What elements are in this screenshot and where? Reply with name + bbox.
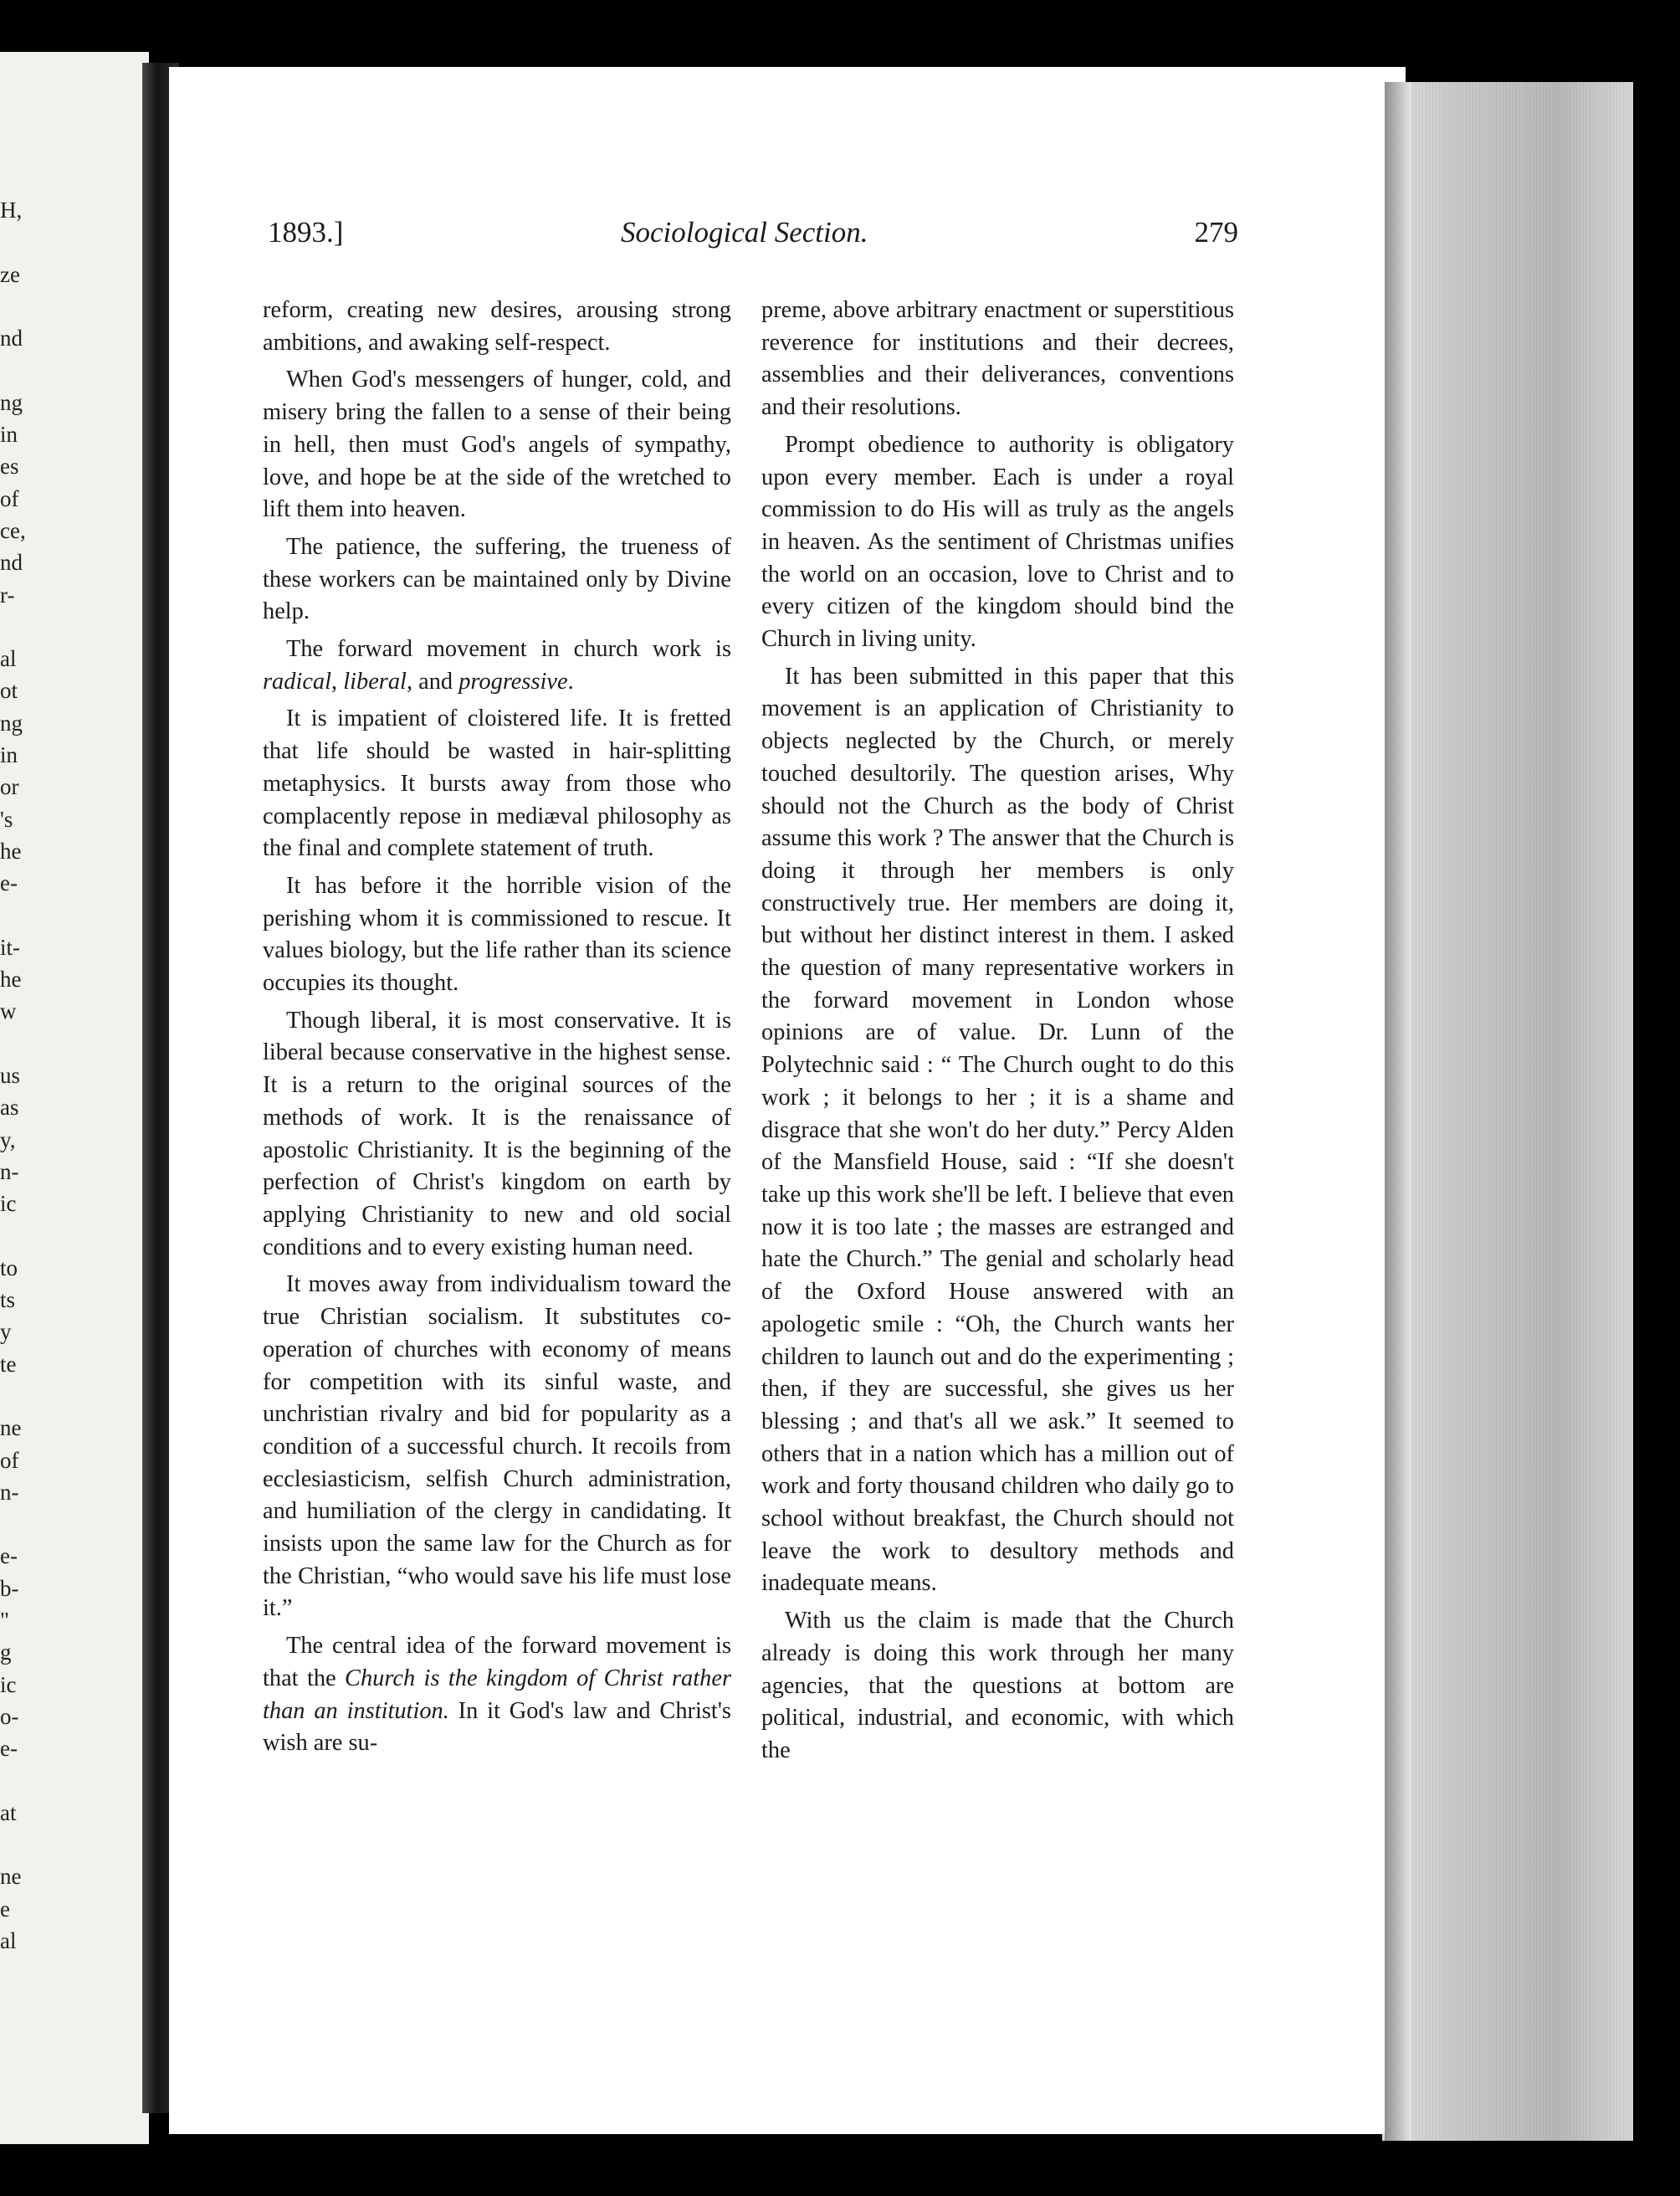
margin-fragment: ts (0, 1287, 16, 1313)
margin-fragment (0, 290, 33, 322)
margin-fragment: y, (0, 1126, 16, 1152)
margin-fragment: ze (0, 261, 20, 287)
paragraph: preme, above arbitrary enactment or superstitious reverence for institutions and their decrees, assemblies and their deliverances, conventions and their resolutions. (761, 297, 1234, 421)
margin-fragment (0, 1829, 33, 1860)
margin-fragment (0, 1508, 33, 1540)
running-head-section: Sociological Section. (621, 216, 868, 249)
margin-fragment: al (0, 1928, 17, 1954)
margin-fragment: n- (0, 1158, 19, 1184)
margin-fragment: at (0, 1799, 17, 1825)
margin-fragment: e- (0, 1543, 18, 1569)
margin-fragment: or (0, 774, 19, 800)
page-number: 279 (1194, 216, 1238, 249)
margin-fragment: of (0, 485, 19, 511)
margin-fragment: nd (0, 326, 23, 351)
margin-fragment: n- (0, 1479, 19, 1505)
italic-term: progressive (458, 668, 568, 695)
margin-fragment: ne (0, 1415, 22, 1441)
margin-fragment: ce, (0, 517, 26, 543)
paragraph: When God's messengers of hunger, cold, and misery bring the fallen to a sense of their being in hell, then must God's angels of sympathy, love, and hope be at the side of the wretched to lift them into heaven. (263, 367, 731, 523)
margin-fragment: es (0, 454, 19, 480)
paragraph: With us the claim is made that the Church already is doing this work through her many agencies, that the questions at bottom are political, industrial, and economic, with which the (761, 1608, 1234, 1763)
paragraph: Prompt obedience to authority is obligatory upon every member. Each is under a royal commission to do His will as truly as the angels in heaven. As the sentiment of Christmas unifies the world on an occasion, love to Christ and to every citizen of the kingdom should bind the Church in living unity. (761, 431, 1234, 653)
running-head-year: 1893.] (268, 216, 344, 249)
margin-fragment: he (0, 967, 22, 993)
margin-fragment: e- (0, 870, 18, 896)
margin-fragment: H, (0, 198, 23, 223)
margin-fragment: nd (0, 550, 23, 576)
paragraph: It has before it the horrible vision of the perishing whom it is commissioned to rescue. It values biology, but the life rather than its science occupies its thought. (263, 872, 731, 997)
margin-fragment: te (0, 1351, 17, 1377)
page-edge-shadow (1385, 82, 1411, 2141)
paragraph: reform, creating new desires, arousing strong ambitions, and awaking self-respect. (263, 297, 731, 356)
right-column (761, 295, 1234, 2044)
text-run: , (331, 668, 344, 695)
margin-fragment: al (0, 646, 17, 672)
paragraph: It moves away from individualism toward the true Christian socialism. It substitutes co-operation of churches with economy of means for competition with its sinful waste, and unchristian rivalry and bid for popularity as a condition of a successful church. It recoils from ecclesiasticism, selfish Church administration, and humiliation of the clergy in candidating. It insists upon the same law for the Church as for the Christian, “who would save his life must lose it.” (263, 1271, 731, 1622)
margin-fragment: 's (0, 806, 13, 832)
margin-fragment: e- (0, 1736, 18, 1762)
margin-fragment: us (0, 1063, 21, 1089)
text-run: In it God's law and Christ's wish are su- (263, 1697, 731, 1757)
margin-fragment: w (0, 998, 17, 1024)
margin-fragment: to (0, 1254, 18, 1280)
italic-term: liberal (343, 668, 407, 695)
left-column (263, 295, 731, 2044)
italic-phrase: Church is the kingdom of Christ rather than an institution. (263, 1665, 731, 1724)
margin-fragment: as (0, 1095, 19, 1121)
margin-fragment: ic (0, 1671, 17, 1697)
paragraph (263, 634, 731, 698)
book-page-edges (1382, 82, 1633, 2141)
margin-fragment: of (0, 1447, 19, 1473)
margin-fragment: r- (0, 582, 15, 608)
text-run: The central idea of the forward movement is that the (263, 1633, 731, 1691)
margin-fragment (0, 226, 33, 258)
margin-fragment (0, 611, 33, 643)
margin-fragment: he (0, 838, 22, 864)
margin-fragment: o- (0, 1703, 19, 1729)
margin-fragment (0, 1380, 33, 1412)
paragraph: It is impatient of cloistered life. It is fretted that life should be wasted in hair-splitting metaphysics. It bursts away from those who complacently repose in mediæval philosophy as the final and complete statement of truth. (263, 705, 731, 862)
text-run: The forward movement in church work is (286, 636, 731, 663)
margin-fragment: ng (0, 389, 23, 415)
margin-fragment (0, 1028, 33, 1060)
margin-fragment: y (0, 1319, 12, 1345)
facing-page-text-fragments (0, 194, 33, 1957)
margin-fragment: ne (0, 1864, 22, 1890)
paragraph: Though liberal, it is most conservative. It is liberal because conservative in the highest sense. It is a return to the original sources of the methods of work. It is the renaissance of apostolic Christianity. It is the beginning of the perfection of Christ's kingdom on earth by applying Christianity to new and old social conditions and to every existing human need. (263, 1007, 731, 1260)
italic-term: radical (263, 668, 332, 695)
margin-fragment: in (0, 422, 18, 448)
text-run: , and (406, 668, 459, 695)
margin-fragment: " (0, 1608, 10, 1634)
margin-fragment (0, 354, 33, 386)
margin-fragment: g (0, 1639, 12, 1665)
margin-fragment: ic (0, 1191, 17, 1217)
margin-fragment: it- (0, 934, 20, 960)
text-run: . (567, 668, 574, 695)
paragraph: It has been submitted in this paper that this movement is an application of Christianity to objects neglected by the Church, or merely touched desultorily. The question arises, Why should not the Church as the body of Christ assume this work ? The answer that the Church is doing it through her members is only constructively true. Her members are doing it, but without her distinct interest in them. I asked the question of many representative workers in the forward movement in London whose opinions are of value. Dr. Lunn of the Polytechnic said : “ The Church ought to do this work ; it belongs to her ; it is a shame and disgrace that she won't do her duty.” Percy Alden of the Mansfield House, said : “If she doesn't take up this work she'll be left. I believe that even now it is too late ; the masses are estranged and hate the Church.” The genial and scholarly head of the Oxford House answered with an apologetic smile : “Oh, the Church wants her children to launch out and do the experimenting ; then, if they are successful, she gives us her blessing ; and that's all we ask.” It seemed to others that in a nation which has a million out of work and forty thousand children who daily go to school without breakfast, the Church should not leave the work to desultory methods and inadequate means. (761, 663, 1234, 1597)
margin-fragment (0, 1765, 33, 1797)
margin-fragment: b- (0, 1575, 19, 1601)
margin-fragment (0, 900, 33, 931)
paragraph (263, 1630, 731, 1760)
running-head (268, 216, 1238, 266)
paragraph: The patience, the suffering, the trueness of these workers can be maintained only by Divine help. (263, 533, 731, 625)
margin-fragment: in (0, 742, 18, 768)
margin-fragment: ot (0, 678, 18, 704)
margin-fragment: e (0, 1896, 10, 1922)
margin-fragment (0, 1220, 33, 1252)
margin-fragment: ng (0, 710, 23, 736)
